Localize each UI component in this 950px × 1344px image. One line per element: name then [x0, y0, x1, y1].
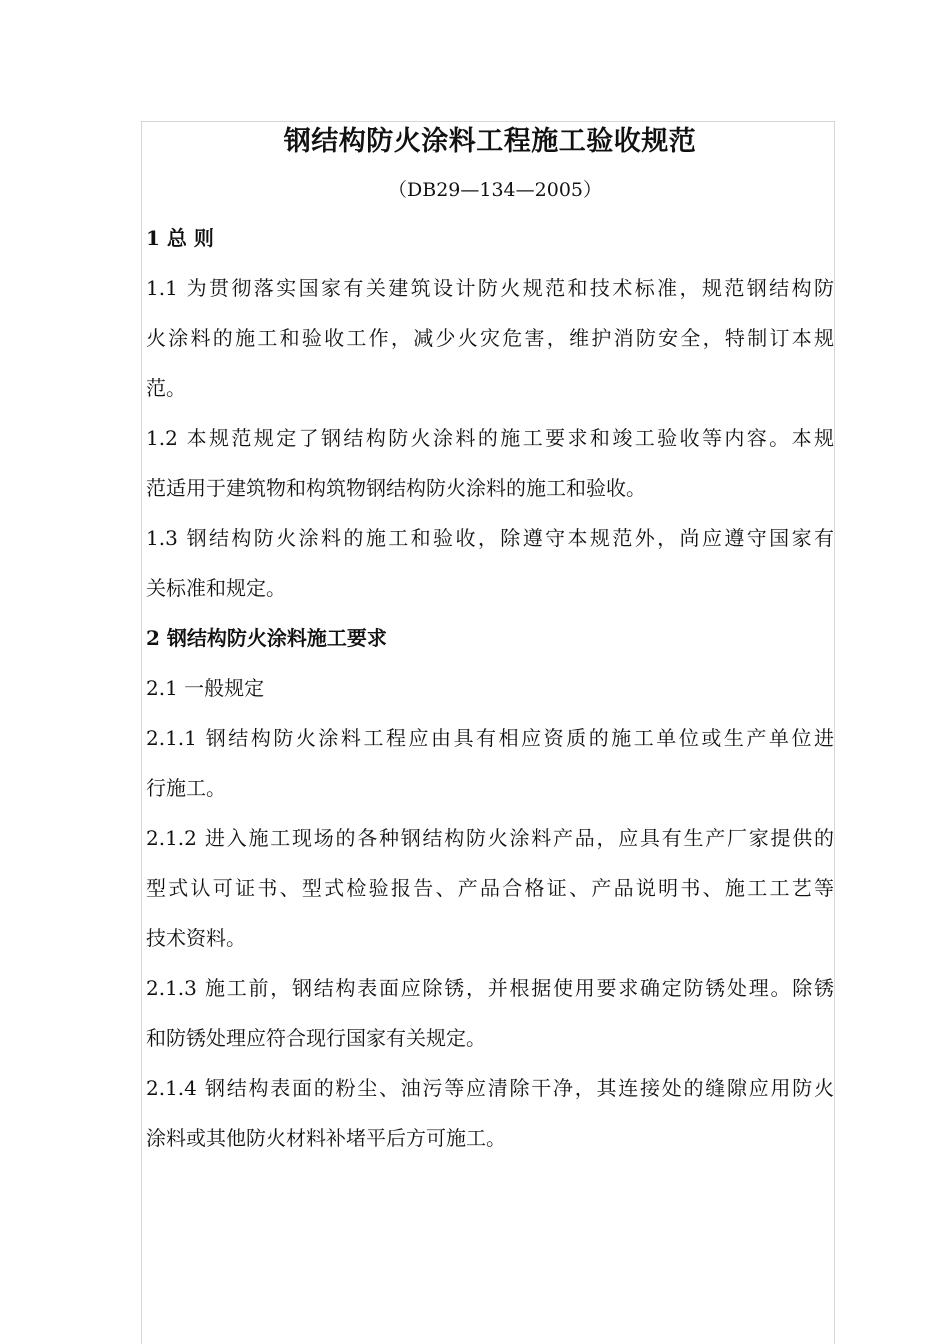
text-line: 1.1 为贯彻落实国家有关建筑设计防火规范和技术标准，规范钢结构防	[146, 276, 834, 300]
document-body	[146, 121, 834, 1163]
document-lines	[146, 213, 834, 1163]
text-line: 和防锈处理应符合现行国家有关规定。	[146, 1026, 486, 1050]
section-heading: 2 钢结构防火涂料施工要求	[146, 626, 387, 650]
text-line: 2.1.3 施工前，钢结构表面应除锈，并根据使用要求确定防锈处理。除锈	[146, 976, 834, 1000]
text-line: 行施工。	[146, 776, 226, 800]
document-title: 钢结构防火涂料工程施工验收规范	[283, 126, 697, 157]
text-line: 2.1.2 进入施工现场的各种钢结构防火涂料产品，应具有生产厂家提供的	[146, 826, 834, 850]
text-line: 2.1.1 钢结构防火涂料工程应由具有相应资质的施工单位或生产单位进	[146, 726, 834, 750]
text-line: 2.1.4 钢结构表面的粉尘、油污等应清除干净，其连接处的缝隙应用防火	[146, 1076, 834, 1100]
text-line: 1.2 本规范规定了钢结构防火涂料的施工要求和竣工验收等内容。本规	[146, 426, 834, 450]
text-line: 涂料或其他防火材料补堵平后方可施工。	[146, 1126, 506, 1150]
text-line: 范适用于建筑物和构筑物钢结构防火涂料的施工和验收。	[146, 476, 646, 500]
text-line: 范。	[146, 376, 186, 400]
section-heading: 1 总 则	[146, 226, 214, 250]
text-line: 火涂料的施工和验收工作，减少火灾危害，维护消防安全，特制订本规	[146, 326, 834, 350]
text-line: 1.3 钢结构防火涂料的施工和验收，除遵守本规范外，尚应遵守国家有	[146, 526, 834, 550]
text-line: 型式认可证书、型式检验报告、产品合格证、产品说明书、施工工艺等	[146, 876, 834, 900]
text-line: 2.1 一般规定	[146, 676, 265, 700]
text-line: 技术资料。	[146, 926, 246, 950]
document-code: （DB29—134—2005）	[388, 179, 602, 201]
text-line: 关标准和规定。	[146, 576, 286, 600]
